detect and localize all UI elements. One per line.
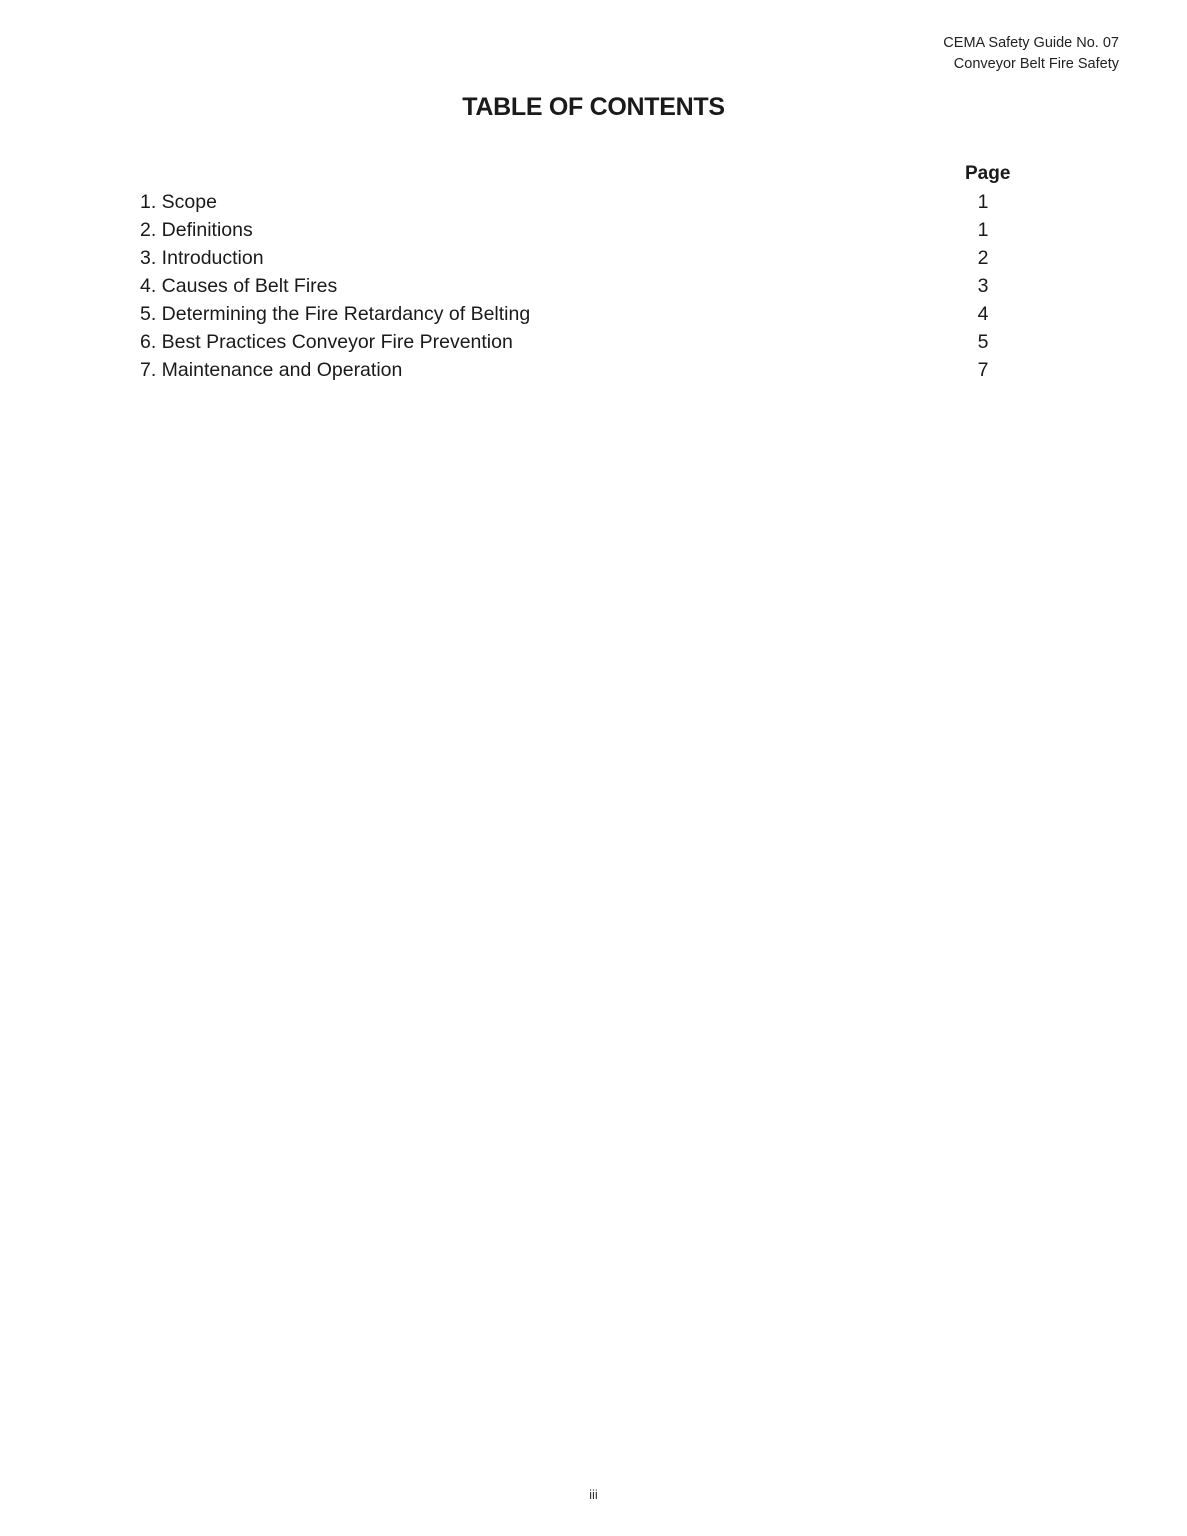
page-column-label: Page xyxy=(965,163,1011,184)
toc-entry[interactable] xyxy=(140,244,1040,272)
toc-entry-title: 4. Causes of Belt Fires xyxy=(140,275,338,297)
table-of-contents xyxy=(140,160,1040,384)
toc-entry-title: 6. Best Practices Conveyor Fire Prevention xyxy=(140,331,513,353)
toc-entry-page: 5 xyxy=(977,331,989,353)
toc-entry-page: 2 xyxy=(977,247,989,269)
toc-entry-page: 1 xyxy=(977,191,989,213)
toc-header-row xyxy=(140,160,1040,188)
document-series: CEMA Safety Guide No. 07 xyxy=(943,35,1119,51)
toc-entry-title: 2. Definitions xyxy=(140,219,253,241)
document-subject: Conveyor Belt Fire Safety xyxy=(953,56,1119,72)
toc-entry[interactable] xyxy=(140,300,1040,328)
toc-entry-page: 1 xyxy=(977,219,989,241)
toc-entry-title: 7. Maintenance and Operation xyxy=(140,359,403,381)
toc-entry[interactable] xyxy=(140,356,1040,384)
toc-entry-page: 4 xyxy=(977,303,989,325)
toc-entry-title: 5. Determining the Fire Retardancy of Belting xyxy=(140,303,531,325)
page-title: TABLE OF CONTENTS xyxy=(462,93,725,121)
toc-entry[interactable] xyxy=(140,188,1040,216)
toc-entry-page: 7 xyxy=(977,359,989,381)
toc-entry[interactable] xyxy=(140,328,1040,356)
toc-entry[interactable] xyxy=(140,272,1040,300)
running-header xyxy=(943,33,1119,75)
toc-entry[interactable] xyxy=(140,216,1040,244)
page-number: iii xyxy=(589,1487,598,1502)
toc-entry-page: 3 xyxy=(977,275,989,297)
toc-entry-title: 3. Introduction xyxy=(140,247,264,269)
toc-entry-title: 1. Scope xyxy=(140,191,217,213)
